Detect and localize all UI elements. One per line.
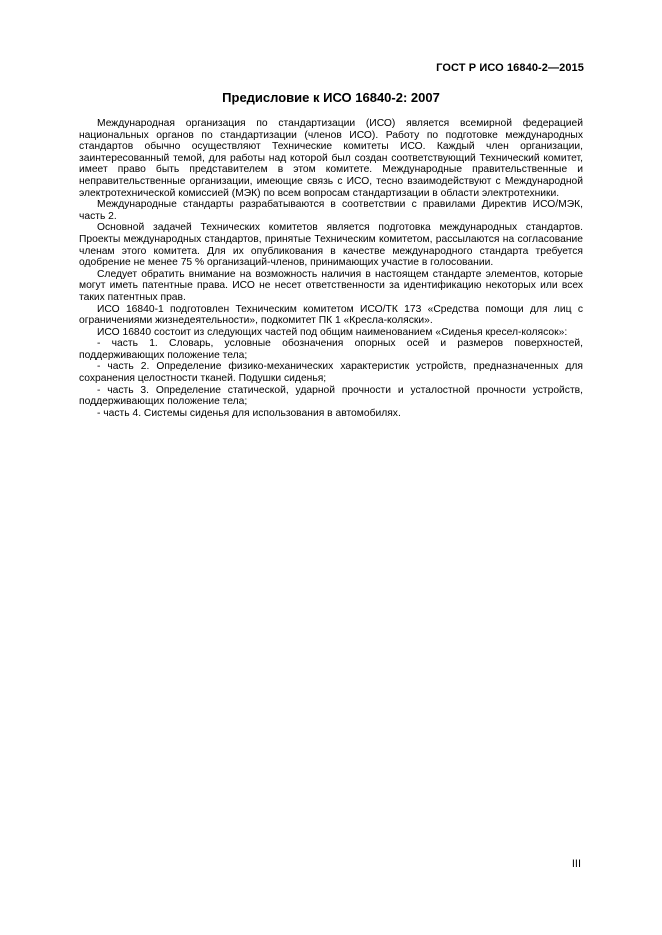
list-item-part-1: - часть 1. Словарь, условные обозначения опорных осей и размеров поверхностей, поддерживающих положение тела; (79, 338, 583, 361)
paragraph-directives: Международные стандарты разрабатываются в соответствии с правилами Директив ИСО/МЭК, часть 2. (79, 199, 583, 222)
document-code: ГОСТ Р ИСО 16840-2—2015 (436, 62, 584, 74)
document-body (79, 118, 583, 419)
paragraph-prepared-by: ИСО 16840-1 подготовлен Техническим комитетом ИСО/ТК 173 «Средства помощи для лиц с ограничениями жизнедеятельности», подкомитет ПК 1 «Кресла-коляски». (79, 303, 583, 327)
paragraph-parts-intro: ИСО 16840 состоит из следующих частей под общим наименованием «Сиденья кресел-колясок»: (97, 326, 568, 338)
paragraph-tc-task: Основной задачей Технических комитетов является подготовка международных стандартов. Проекты международных стандартов, принятые Техническим комитетом, рассылаются на согласование членам этого комитета. Для их опубликования в качестве международного стандарта требуется одобрение не менее 75 % организаций-членов, принимающих участие в голосовании. (79, 222, 583, 269)
list-item-part-4: - часть 4. Системы сиденья для использования в автомобилях. (97, 407, 401, 419)
paragraph-patents: Следует обратить внимание на возможность наличия в настоящем стандарте элементов, которые могут иметь патентные права. ИСО не несет ответственности за идентификацию некоторых или всех таких патентных прав. (79, 268, 583, 303)
paragraph-iso-intro: Международная организация по стандартизации (ИСО) является всемирной федерацией национальных органов по стандартизации (членов ИСО). Работу по подготовке международных стандартов обычно осуществляют Технические комитеты ИСО. Каждый член организации, заинтересованный темой, для работы над которой был создан соответствующий Технический комитет, имеет право быть представителем в этом комитете. Международные правительственные и неправительственные организации, имеющие связь с ИСО, тесно взаимодействуют с Международной электротехнической комиссией (МЭК) по всем вопросам стандартизации в области электротехники. (79, 118, 583, 199)
list-item-part-3: - часть 3. Определение статической, ударной прочности и усталостной прочности устройств, поддерживающих положение тела; (79, 384, 583, 408)
page-title: Предисловие к ИСО 16840-2: 2007 (222, 90, 440, 105)
page-number: III (571, 858, 581, 870)
list-item-part-2: - часть 2. Определение физико-механических характеристик устройств, предназначенных для сохранения целостности тканей. Подушки сиденья; (79, 361, 583, 385)
